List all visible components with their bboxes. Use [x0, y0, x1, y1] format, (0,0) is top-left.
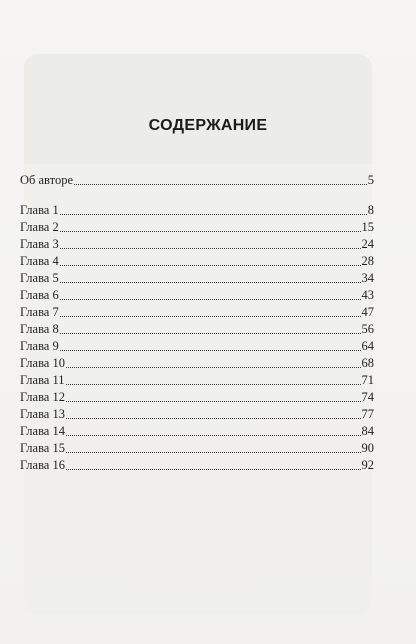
page-bleed-through-band [24, 54, 372, 164]
toc-leader-dots [66, 366, 361, 368]
toc-entry-chapter-10 [20, 355, 374, 371]
toc-entry-chapter-5 [20, 270, 374, 286]
toc-entry-page: 47 [361, 305, 374, 319]
toc-entry-page: 84 [361, 424, 374, 438]
toc-entry-chapter-7 [20, 304, 374, 320]
toc-entry-chapter-2 [20, 219, 374, 235]
toc-entry-chapter-13 [20, 406, 374, 422]
toc-leader-dots [60, 298, 361, 300]
toc-entry-label: Глава 16 [20, 458, 65, 472]
toc-leader-dots [66, 383, 361, 385]
toc-leader-dots [60, 332, 361, 334]
toc-entry-page: 77 [361, 407, 374, 421]
toc-entry-about-author [20, 172, 374, 188]
toc-entry-page: 92 [361, 458, 374, 472]
toc-entry-label: Глава 12 [20, 390, 65, 404]
toc-entry-label: Глава 5 [20, 271, 59, 285]
toc-leader-dots [74, 183, 367, 185]
toc-entry-label: Глава 6 [20, 288, 59, 302]
toc-entry-label: Глава 1 [20, 203, 59, 217]
toc-entry-chapter-11 [20, 372, 374, 388]
toc-leader-dots [60, 247, 361, 249]
toc-entry-page: 34 [361, 271, 374, 285]
toc-leader-dots [60, 349, 361, 351]
toc-entry-label: Глава 13 [20, 407, 65, 421]
toc-entry-label: Глава 11 [20, 373, 65, 387]
toc-entry-label: Глава 15 [20, 441, 65, 455]
toc-leader-dots [66, 417, 361, 419]
toc-entry-label: Глава 9 [20, 339, 59, 353]
toc-entry-page: 28 [361, 254, 374, 268]
toc-entry-label: Глава 8 [20, 322, 59, 336]
toc-leader-dots [66, 434, 361, 436]
toc-entry-chapter-14 [20, 423, 374, 439]
toc-entry-chapter-8 [20, 321, 374, 337]
toc-entry-page: 5 [367, 173, 374, 187]
toc-entry-chapter-6 [20, 287, 374, 303]
toc-entry-page: 90 [361, 441, 374, 455]
toc-entry-page: 68 [361, 356, 374, 370]
toc-leader-dots [60, 264, 361, 266]
toc-entry-page: 15 [361, 220, 374, 234]
toc-entry-label: Глава 14 [20, 424, 65, 438]
toc-entry-chapter-16 [20, 457, 374, 473]
toc-entry-chapter-4 [20, 253, 374, 269]
toc-entry-page: 24 [361, 237, 374, 251]
toc-entry-page: 56 [361, 322, 374, 336]
toc-leader-dots [60, 281, 361, 283]
toc-leader-dots [66, 451, 361, 453]
toc-entry-page: 8 [367, 203, 374, 217]
toc-entry-chapter-12 [20, 389, 374, 405]
toc-entry-chapter-1 [20, 202, 374, 218]
toc-entry-label: Глава 3 [20, 237, 59, 251]
toc-entry-label: Глава 4 [20, 254, 59, 268]
toc-entry-label: Глава 2 [20, 220, 59, 234]
toc-heading: СОДЕРЖАНИЕ [148, 117, 268, 134]
toc-leader-dots [60, 315, 361, 317]
toc-entry-chapter-3 [20, 236, 374, 252]
toc-leader-dots [60, 213, 367, 215]
toc-entry-label: Об авторе [20, 173, 73, 187]
toc-entry-chapter-15 [20, 440, 374, 456]
toc-entry-page: 74 [361, 390, 374, 404]
toc-leader-dots [66, 400, 361, 402]
toc-entry-label: Глава 7 [20, 305, 59, 319]
toc-entry-page: 43 [361, 288, 374, 302]
toc-leader-dots [66, 468, 361, 470]
toc-entry-chapter-9 [20, 338, 374, 354]
toc-leader-dots [60, 230, 361, 232]
toc-entry-page: 71 [361, 373, 374, 387]
toc-entry-page: 64 [361, 339, 374, 353]
toc-entry-label: Глава 10 [20, 356, 65, 370]
